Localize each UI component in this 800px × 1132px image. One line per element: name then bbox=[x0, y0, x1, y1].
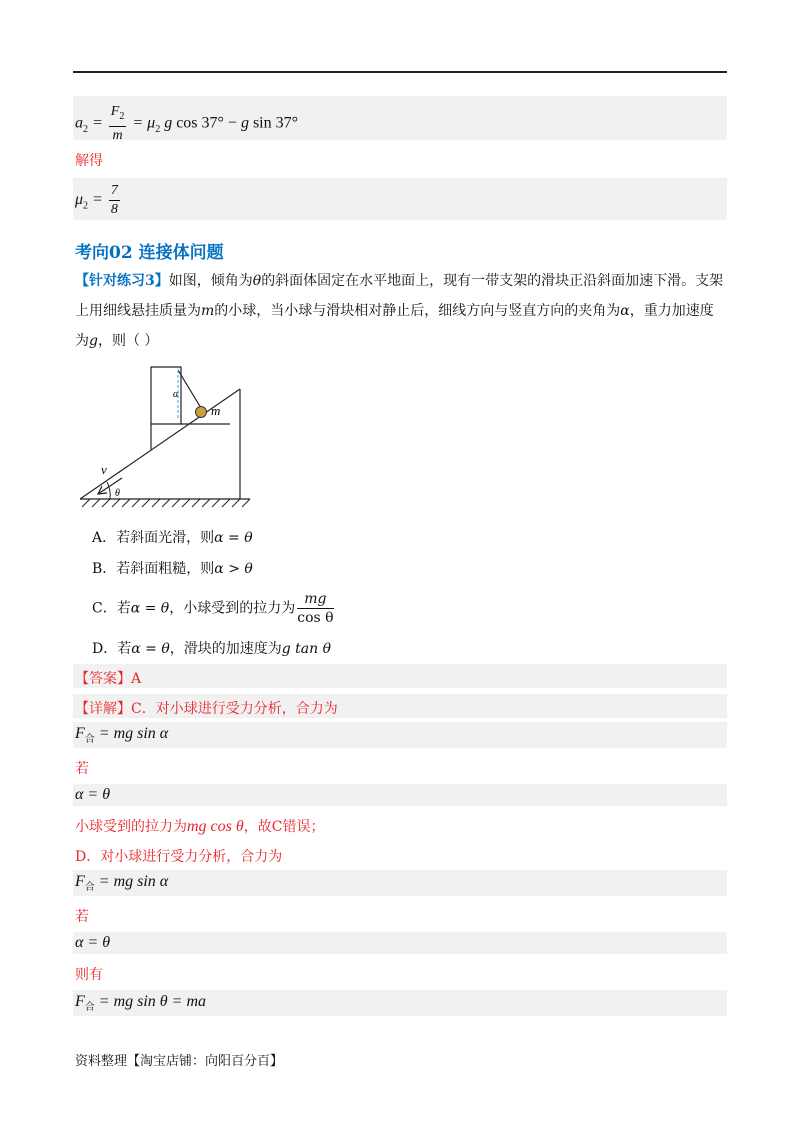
option-c[interactable]: C．若α = θ，小球受到的拉力为 $\frac{mg}{\text{cos θ}}$ bbox=[92, 591, 334, 626]
if-label-1: 若 bbox=[75, 761, 89, 777]
support-frame bbox=[151, 367, 181, 450]
equation-mu2: $\mu_2$ = $\frac{7}{8}$ bbox=[75, 183, 118, 217]
mass-label: m bbox=[211, 403, 221, 418]
ground-hatch bbox=[82, 499, 250, 507]
section-heading: 考向02 连接体问题 bbox=[75, 243, 224, 263]
equation-a2: $a_2$ = $\frac{F_2}{m}$ = $\mu_2$ g cos 37° − g sin 37° bbox=[75, 104, 299, 143]
solve-label: 解得 bbox=[75, 153, 103, 169]
footer-text: 资料整理【淘宝店铺：向阳百分百】 bbox=[75, 1054, 284, 1069]
answer: 【答案】A bbox=[75, 671, 142, 687]
incline-figure bbox=[70, 362, 260, 517]
detail-label: 【详解】C．对小球进行受力分析，合力为 bbox=[75, 701, 338, 717]
equation-alpha-theta-2: α = θ bbox=[75, 934, 111, 951]
detail-d-label: D．对小球进行受力分析，合力为 bbox=[75, 849, 283, 865]
option-a[interactable]: A．若斜面光滑，则α = θ bbox=[92, 530, 253, 546]
ball bbox=[196, 407, 207, 418]
tension-line: 小球受到的拉力为mg cos θ，故C错误； bbox=[75, 818, 325, 835]
equation-box bbox=[73, 784, 727, 806]
if-label-2: 若 bbox=[75, 909, 89, 925]
equation-box bbox=[73, 722, 727, 748]
option-d[interactable]: D．若α = θ，滑块的加速度为g tan θ bbox=[92, 641, 332, 657]
question-text: 【针对练习3】如图，倾角为θ的斜面体固定在水平地面上，现有一带支架的滑块正沿斜面加速下滑。支架上用细线悬挂质量为m的小球，当小球与滑块相对静止后，细线方向与竖直方向的夹角为α，重力加速度为g，则（ ） bbox=[75, 273, 724, 349]
option-b[interactable]: B．若斜面粗糙，则α > θ bbox=[92, 561, 253, 577]
equation-box bbox=[73, 932, 727, 954]
equation-f-net-3: $F_合$ = mg sin θ = ma bbox=[75, 993, 207, 1014]
equation-box bbox=[73, 178, 727, 220]
header-rule bbox=[73, 71, 727, 73]
answer-box bbox=[73, 664, 727, 688]
theta-arc bbox=[107, 482, 110, 499]
equation-alpha-theta-1: α = θ bbox=[75, 786, 111, 803]
equation-f-net-2: $F_合$ = mg sin α bbox=[75, 873, 169, 894]
then-label: 则有 bbox=[75, 967, 103, 983]
alpha-label: α bbox=[173, 389, 179, 400]
theta-label: θ bbox=[115, 488, 120, 499]
equation-f-net-1: $F_合$ = mg sin α bbox=[75, 725, 169, 746]
velocity-label: v bbox=[101, 462, 107, 477]
equation-box bbox=[73, 870, 727, 896]
